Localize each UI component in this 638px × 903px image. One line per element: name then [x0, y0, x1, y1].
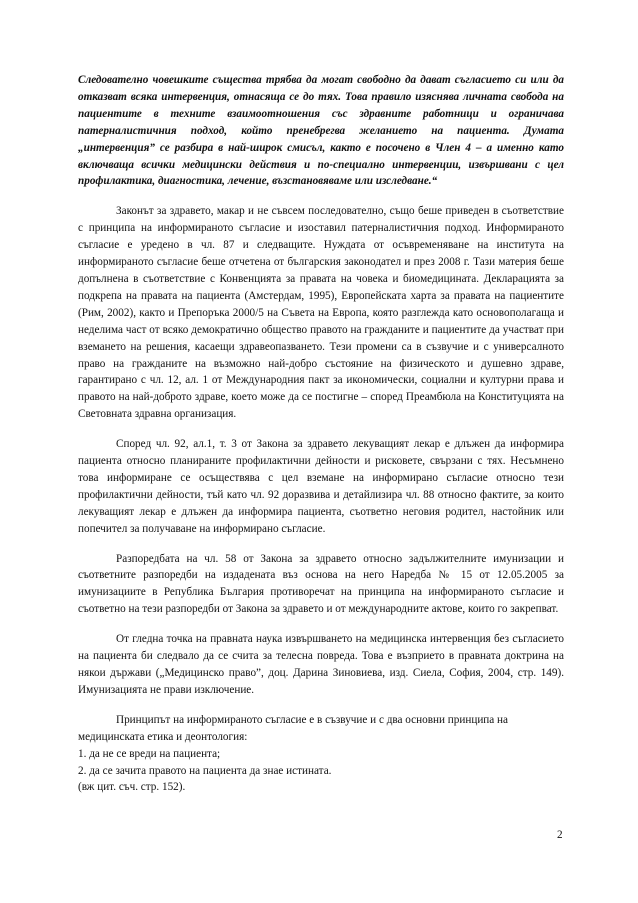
paragraph-article-58: Разпоредбата на чл. 58 от Закона за здравето относно задължителните имунизации и съответните разпоредби на издадената въз основа на него Наредба № 15 от 12.05.2005 за имунизациите в Република България противоречат на принципа на информираното съгласие и съответно на тези разпоредби от Закона за здравето и от международните актове, които го закрепват. — [78, 552, 564, 616]
principles-list — [78, 746, 564, 780]
paragraph-article-92: Според чл. 92, ал.1, т. 3 от Закона за здравето лекуващият лекар е длъжен да информира пациента относно планираните профилактични дейности и рисковете, свързани с тях. Несъмнено това информиране се осъществява с цел вземане на информирано съгласие относно тези профилактични дейности, тъй като чл. 92 доразвива и детайлизира чл. 88 относно фактите, за които лекуващият лекар е длъжен да информира пациента, съответно неговия родител, настойник или попечител за получаване на информирано съгласие. — [78, 438, 564, 535]
intro-quote: Следователно човешките същества трябва да могат свободно да дават съгласието си или да отказват всяка интервенция, отнасяща се до тях. Това правило изяснява личната свобода на пациентите в техните взаимоотношения със здравните работници и ограничава патерналистичния подход, който пренебрегва желанието на пациента. Думата „интервенция” се разбира в най-широк смисъл, както е посочено в Член 4 – а именно като включваща всички медицински действия и по-специално интервенции, извършвани с цел профилактика, диагностика, лечение, възстановяваме или изследване.“ — [78, 74, 564, 188]
paragraph-legal-science: От гледна точка на правната наука извършването на медицинска интервенция без съгласието на пациента би следвало да се счита за телесна повреда. Това е възприето в правната доктрина на някои държави („Медицинско право”, доц. Дарина Зиновиева, изд. Сиела, София, 2004, стр. 149). Имунизацията не прави изключение. — [78, 633, 564, 696]
principles-intro: Принципът на информираното съгласие е в съзвучие и с два основни принципа на медицинската етика и деонтология: — [78, 713, 509, 743]
paragraph-health-law: Законът за здравето, макар и не съвсем последователно, също беше приведен в съответствие с принципа на информираното съгласие и изоставил патерналистичния подход. Информираното съгласие е уредено в чл. 87 и следващите. Нуждата от осъвременяване на института на информираното съгласие беше отчетена от българския законодател и през 2008 г. Тази материя беше допълнена в съответствие с Конвенцията за правата на човека и биомедицината. Декларацията за подкрепа на правата на пациента (Амстердам, 1995), Европейската харта за правата на пациентите (Рим, 2002), както и Препоръка 2000/5 на Съвета на Европа, която разглежда като основополагаща и неделима част от всяко демократично общество правото на гражданите и пациентите да участват при вземането на решения, касаещи здравеопазването. Тези промени са в съзвучие и с универсалното право на гражданите на възможно най-добро състояние на физическото и душевно здраве, гарантирано с чл. 12, ал. 1 от Международния пакт за икономически, социални и културни права и правото на най-доброто здраве, което може да се постигне – според Преамбюла на Конституцията на Световната здравна организация. — [78, 205, 564, 421]
list-item: 1. да не се вреди на пациента; — [78, 747, 221, 760]
citation: (вж цит. съч. стр. 152). — [78, 781, 186, 794]
document-page — [78, 72, 564, 796]
page-number: 2 — [557, 829, 563, 841]
list-item: 2. да се зачита правото на пациента да знае истината. — [78, 764, 332, 777]
